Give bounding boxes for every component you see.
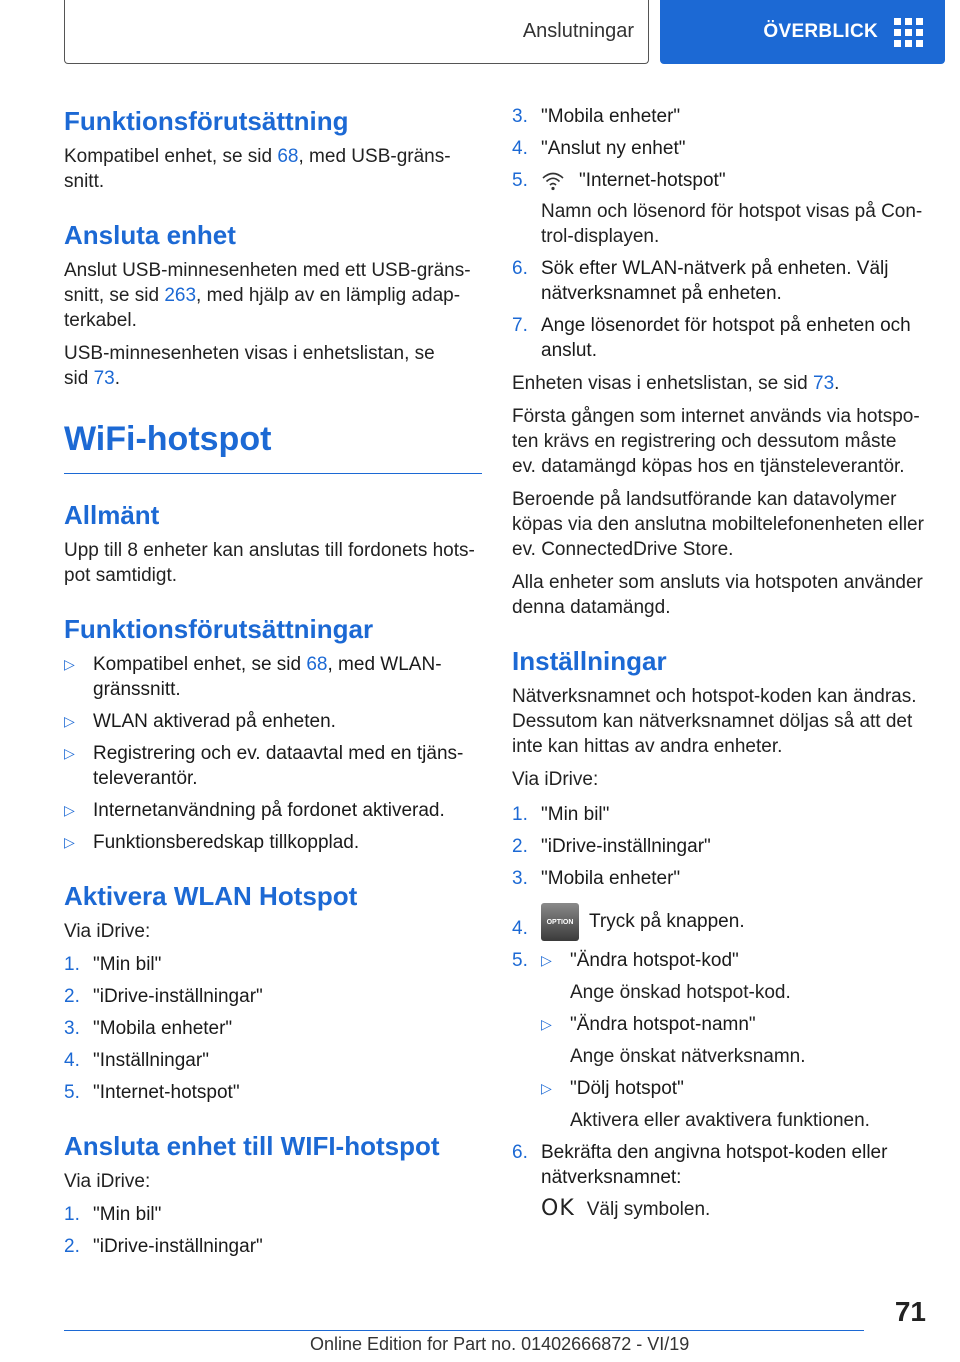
section-title: Anslutningar (522, 20, 634, 42)
list-item: 3. "Mobila enheter" (512, 106, 681, 127)
paragraph: Beroende på landsutförande kan datavolymer köpas via den anslutna mobiltelefonenheten eller ev. ConnectedDrive Store. (512, 489, 924, 560)
paragraph: Via iDrive: (64, 1171, 151, 1192)
list-item: 1. "Min bil" (64, 1204, 162, 1225)
section-heading: Ansluta enhet (64, 220, 236, 250)
triangle-bullet-icon: ▷ (541, 952, 552, 968)
steps-list (512, 256, 930, 363)
paragraph: Kompatibel enhet, se sid 68, med USB-gräns- snitt. (64, 146, 451, 192)
paragraph: USB-minnesenheten visas i enhetslistan, se sid 73. (64, 343, 435, 389)
steps-list (64, 952, 482, 1105)
paragraph: Via iDrive: (64, 921, 151, 942)
triangle-bullet-icon: ▷ (541, 1080, 552, 1096)
list-item: ▷ WLAN aktiverad på enheten. (64, 711, 336, 732)
page-link[interactable]: 263 (164, 285, 197, 306)
steps-list (64, 1202, 482, 1259)
section-heading: Ansluta enhet till WIFI-hotspot (64, 1131, 440, 1161)
section-heading: Funktionsförutsättning (64, 106, 349, 136)
step-description: Namn och lösenord för hotspot visas på Con- trol-displayen. (541, 201, 923, 247)
list-item: 6. Bekräfta den angivna hotspot-koden eller nätverksnamnet: (512, 1142, 888, 1188)
footer-divider (64, 1330, 864, 1331)
step-description: OK Välj symbolen. (541, 1196, 711, 1221)
list-item: 6. Sök efter WLAN-nätverk på enheten. Välj nätverksnamnet på enheten. (512, 258, 889, 304)
triangle-bullet-icon: ▷ (541, 1016, 552, 1032)
paragraph: Första gången som internet används via hotspo- ten krävs en registrering och dessutom måste ev. datamängd köpas hos en tjänsteleverantör. (512, 406, 920, 477)
option-description: Ange önskad hotspot-kod. (570, 982, 791, 1003)
triangle-bullet-icon: ▷ (64, 745, 75, 761)
list-item: 1. "Min bil" (512, 804, 610, 825)
triangle-bullet-icon: ▷ (64, 834, 75, 850)
grid-icon (894, 18, 923, 47)
steps-list (512, 104, 930, 193)
chapter-divider (64, 473, 482, 474)
overview-label: ÖVERBLICK (763, 21, 878, 42)
list-item: 2. "iDrive-inställningar" (64, 986, 263, 1007)
option-button-icon: OPTION (541, 903, 579, 941)
edition-text: Online Edition for Part no. 01402666872 - VI/19 (310, 1334, 690, 1354)
section-tab[interactable] (64, 0, 649, 64)
list-item: 7. Ange lösenordet för hotspot på enheten och anslut. (512, 315, 911, 361)
list-item: 5. "Internet-hotspot" (64, 1082, 240, 1103)
list-item: 4. "Anslut ny enhet" (512, 138, 686, 159)
right-column (512, 104, 930, 1222)
list-item: 2. "iDrive-inställningar" (512, 836, 711, 857)
chapter-title: WiFi-hotspot (64, 420, 272, 458)
steps-list (512, 802, 930, 973)
page-number: 71 (894, 1296, 926, 1327)
option-description: Ange önskat nätverksnamn. (570, 1046, 806, 1067)
list-item: ▷ "Ändra hotspot-namn" (541, 1014, 756, 1035)
page-link[interactable]: 68 (277, 146, 299, 167)
option-description: Aktivera eller avaktivera funktionen. (570, 1110, 870, 1131)
list-item: ▷ Internetanvändning på fordonet aktiverad. (64, 800, 445, 821)
triangle-bullet-icon: ▷ (64, 802, 75, 818)
triangle-bullet-icon: ▷ (64, 656, 75, 672)
section-heading: Funktionsförutsättningar (64, 614, 374, 644)
paragraph: Via iDrive: (512, 769, 599, 790)
requirements-list (64, 652, 482, 855)
left-column (64, 100, 482, 1259)
section-heading: Inställningar (512, 646, 667, 676)
page-link[interactable]: 73 (93, 368, 115, 389)
list-item: ▷ Funktionsberedskap tillkopplad. (64, 832, 360, 853)
list-item: ▷ "Dölj hotspot" (541, 1078, 684, 1099)
list-item: 4. "Inställningar" (64, 1050, 209, 1071)
wifi-icon (541, 170, 565, 192)
section-heading: Allmänt (64, 500, 160, 530)
list-item: 3. "Mobila enheter" (64, 1018, 233, 1039)
paragraph: Nätverksnamnet och hotspot-koden kan ändras. Dessutom kan nätverksnamnet döljas så att det inte kan hittas av andra enheter. (512, 686, 917, 757)
ok-icon: OK (541, 1196, 575, 1221)
list-item: 4. OPTION Tryck på knappen. (512, 903, 930, 941)
page-link[interactable]: 73 (813, 373, 835, 394)
paragraph: Upp till 8 enheter kan anslutas till fordonets hots- pot samtidigt. (64, 540, 475, 586)
list-item: 1. "Min bil" (64, 954, 162, 975)
paragraph: Anslut USB-minnesenheten med ett USB-gräns- snitt, se sid 263, med hjälp av en lämplig adap- terkabel. (64, 260, 471, 331)
triangle-bullet-icon: ▷ (64, 713, 75, 729)
section-heading: Aktivera WLAN Hotspot (64, 881, 358, 911)
list-item: 5. ▷ "Ändra hotspot-kod" (512, 950, 739, 971)
list-item: 2. "iDrive-inställningar" (64, 1236, 263, 1257)
paragraph: Alla enheter som ansluts via hotspoten använder denna datamängd. (512, 572, 923, 618)
overview-button[interactable] (660, 0, 945, 64)
list-item: 3. "Mobila enheter" (512, 868, 681, 889)
page-link[interactable]: 68 (306, 654, 328, 675)
list-item: ▷ Kompatibel enhet, se sid 68, med WLAN- gränssnitt. (64, 654, 442, 700)
paragraph: Enheten visas i enhetslistan, se sid 73. (512, 373, 840, 394)
steps-list (512, 1140, 930, 1190)
list-item: ▷ Registrering och ev. dataavtal med en tjäns- televerantör. (64, 743, 464, 789)
list-item: 5. "Internet-hotspot" (512, 170, 726, 191)
